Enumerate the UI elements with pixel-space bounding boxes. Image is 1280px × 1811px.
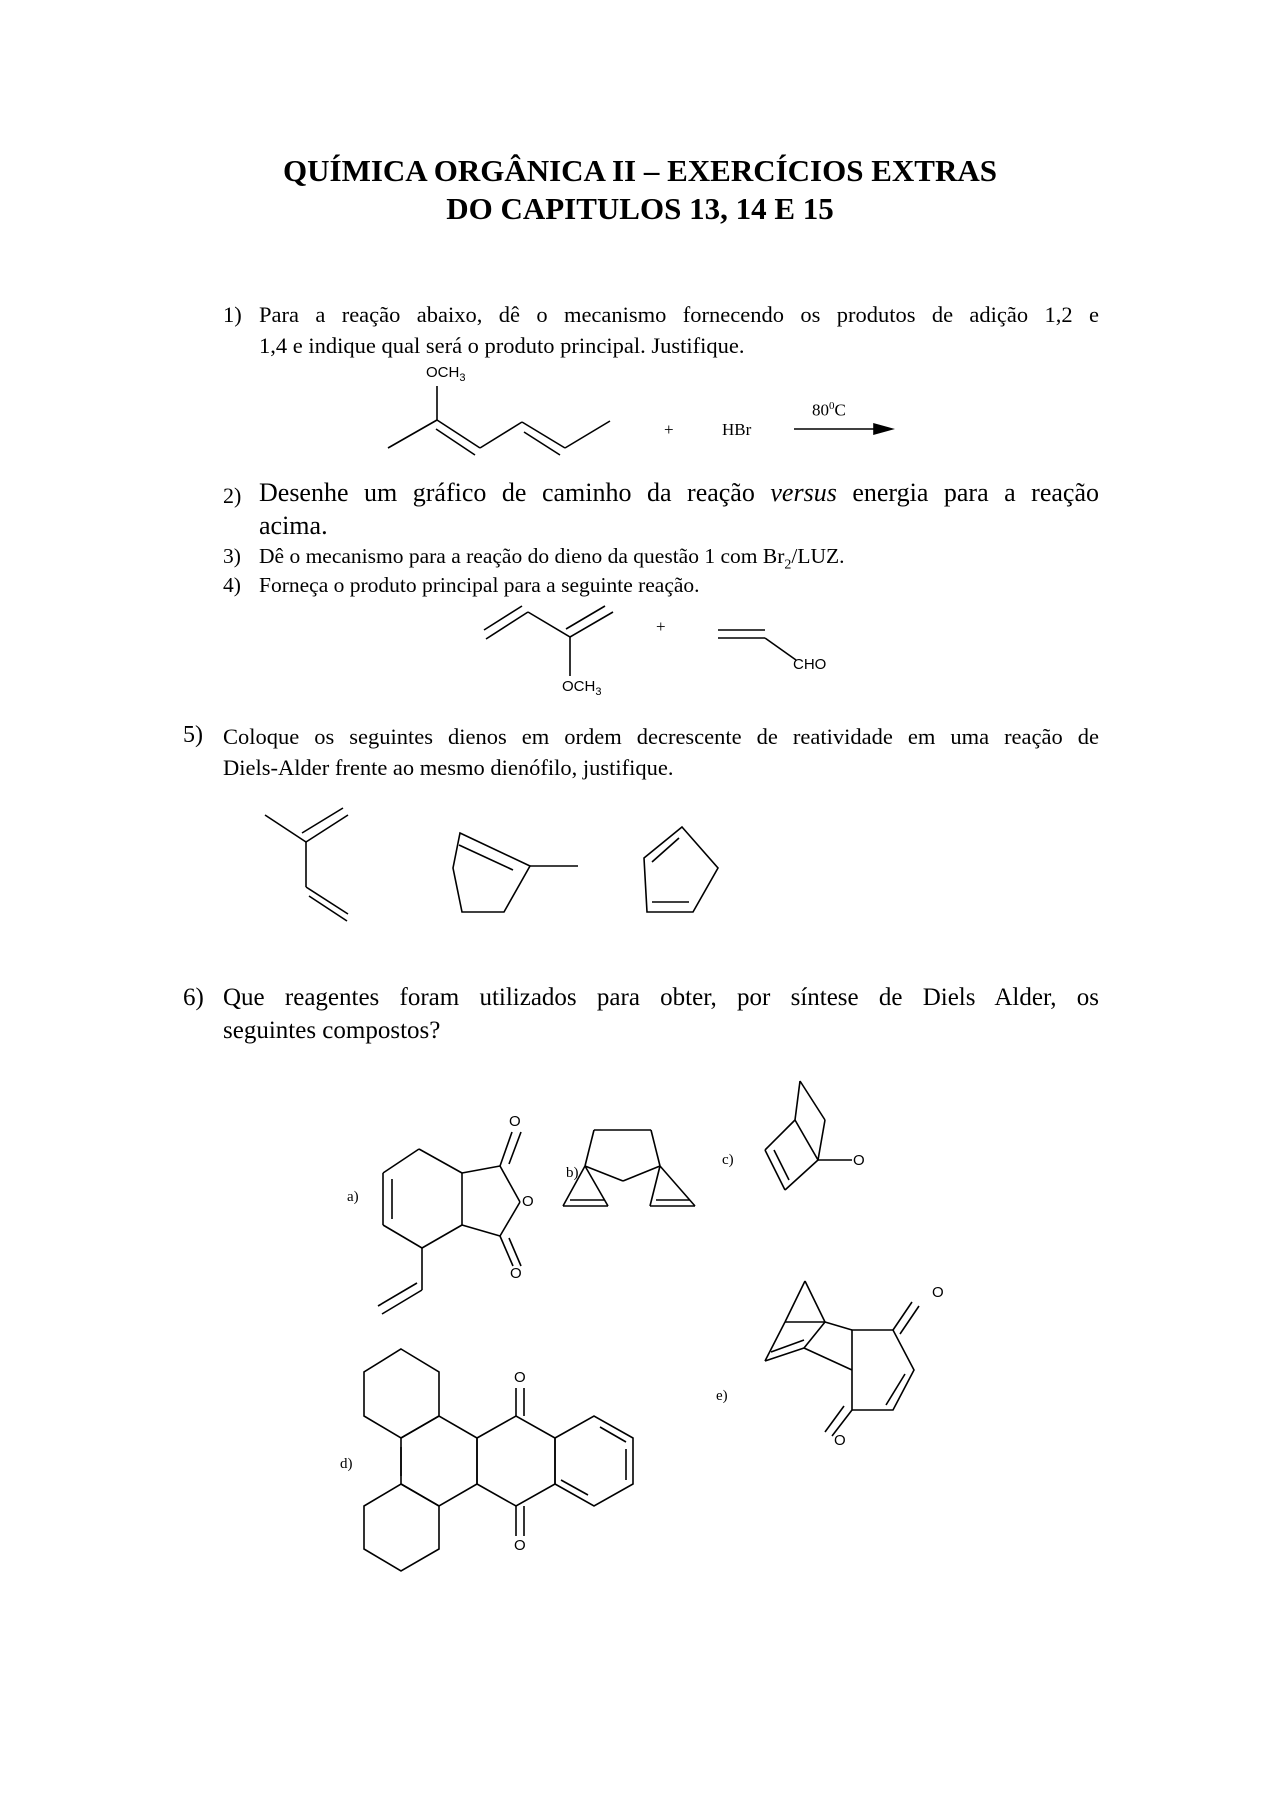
question-6-line-2: seguintes compostos? bbox=[223, 1017, 441, 1044]
reaction-arrow bbox=[794, 424, 892, 434]
oxygen-atom-e1: O bbox=[932, 1284, 944, 1301]
compound-e-label: e) bbox=[716, 1388, 728, 1404]
acrolein-structure bbox=[718, 630, 796, 660]
hbr-label: HBr bbox=[722, 420, 752, 439]
oxygen-atom-c: O bbox=[853, 1152, 865, 1169]
compound-d-label: d) bbox=[340, 1456, 353, 1472]
oxygen-atom-a2: O bbox=[522, 1193, 534, 1210]
question-3-text-a: Dê o mecanismo para a reação do dieno da questão 1 com Br bbox=[259, 544, 785, 568]
question-1-line-2: 1,4 e indique qual será o produto principal. Justifique. bbox=[259, 333, 745, 358]
compound-a-label: a) bbox=[347, 1189, 359, 1205]
compound-b-structure bbox=[563, 1130, 695, 1206]
compound-c-structure bbox=[765, 1081, 852, 1190]
oxygen-atom-e2: O bbox=[834, 1432, 846, 1449]
question-1-line-1: Para a reação abaixo, dê o mecanismo fornecendo os produtos de adição 1,2 e bbox=[259, 302, 1099, 327]
compound-b-label: b) bbox=[566, 1165, 579, 1181]
question-4-number: 4) bbox=[223, 573, 241, 597]
diene-structure-q1 bbox=[388, 386, 610, 455]
och3-label-q1: $OCH_3$ bbox=[426, 364, 466, 384]
question-5-line-1: Coloque os seguintes dienos em ordem decrescente de reatividade em uma reação de bbox=[223, 724, 1099, 749]
methylenecyclopentene-structure bbox=[453, 833, 578, 912]
question-3-text-b: /LUZ. bbox=[791, 544, 845, 568]
compound-c-label: c) bbox=[722, 1152, 734, 1168]
temperature-label: $80^0C$ bbox=[812, 400, 846, 420]
question-1-number: 1) bbox=[223, 302, 242, 327]
oxygen-atom-a3: O bbox=[510, 1265, 522, 1282]
plus-sign-q4: + bbox=[656, 617, 666, 636]
cyclopentadiene-structure bbox=[644, 827, 718, 912]
question-2-text-b: energia para a reação bbox=[836, 478, 1099, 507]
question-2-number: 2) bbox=[223, 483, 242, 508]
question-6-line-1: Que reagentes foram utilizados para obter, por síntese de Diels Alder, os bbox=[223, 984, 1099, 1011]
och3-label-q4: $OCH_3$ bbox=[562, 678, 602, 698]
oxygen-atom-d1: O bbox=[514, 1369, 526, 1386]
compound-e-structure bbox=[765, 1281, 919, 1436]
title-line-1: QUÍMICA ORGÂNICA II – EXERCÍCIOS EXTRAS bbox=[283, 153, 997, 188]
diene-structure-q4 bbox=[484, 606, 613, 676]
oxygen-atom-d2: O bbox=[514, 1537, 526, 1554]
isoprene-structure bbox=[265, 808, 348, 921]
question-4-text: Forneça o produto principal para a seguinte reação. bbox=[259, 573, 700, 597]
question-2-line-2: acima. bbox=[259, 511, 328, 540]
question-3-subscript: 2 bbox=[784, 557, 792, 573]
cho-label: CHO bbox=[793, 656, 827, 673]
title-line-2: DO CAPITULOS 13, 14 E 15 bbox=[446, 191, 834, 226]
compound-d-structure bbox=[364, 1349, 633, 1571]
compound-a-structure bbox=[378, 1132, 521, 1314]
question-3-number: 3) bbox=[223, 544, 241, 568]
question-2-text-a: Desenhe um gráfico de caminho da reação bbox=[259, 478, 771, 507]
question-5-number: 5) bbox=[183, 722, 203, 748]
plus-sign-q1: + bbox=[664, 420, 674, 439]
question-6-number: 6) bbox=[183, 984, 204, 1011]
question-2-italic: versus bbox=[770, 478, 837, 507]
question-5-line-2: Diels-Alder frente ao mesmo dienófilo, justifique. bbox=[223, 755, 674, 780]
oxygen-atom-a1: O bbox=[509, 1113, 521, 1130]
